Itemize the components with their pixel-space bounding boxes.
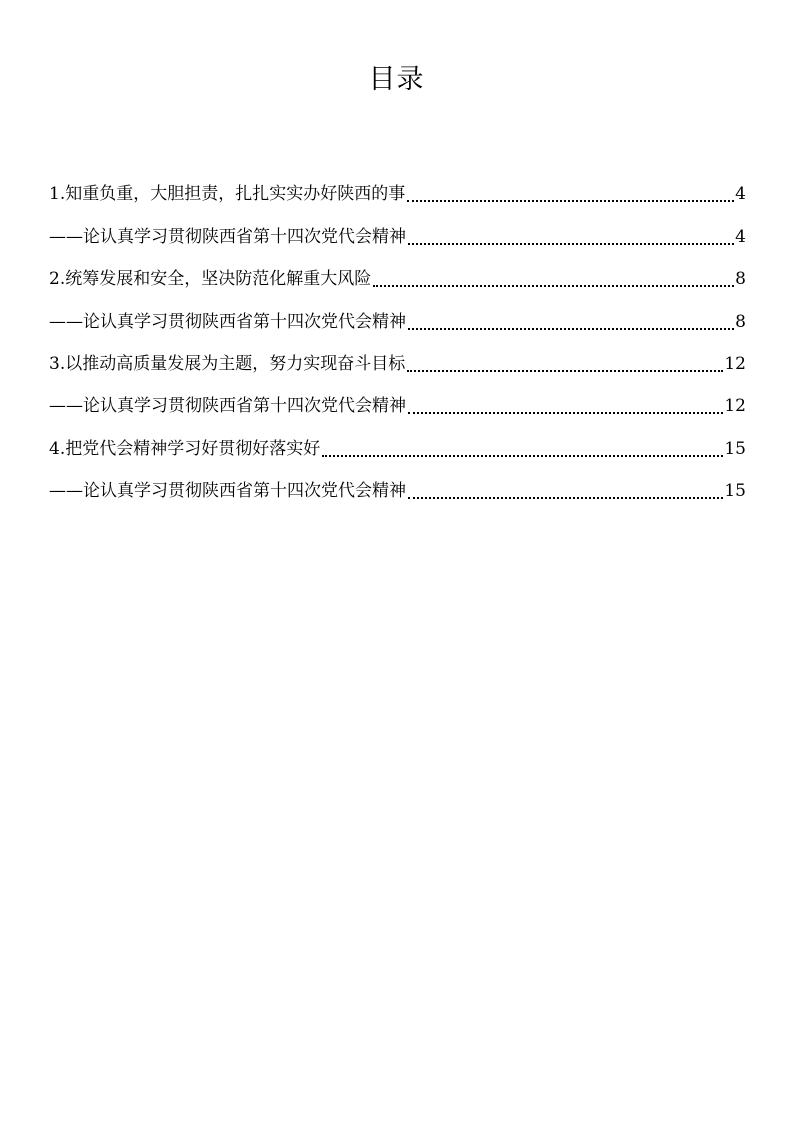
- dot-leader: [408, 328, 734, 330]
- dot-leader: [408, 412, 723, 414]
- toc-entry-title: ——论认真学习贯彻陕西省第十四次党代会精神: [49, 396, 406, 417]
- toc-entry[interactable]: [49, 470, 746, 512]
- dot-leader: [407, 370, 723, 372]
- toc-entry[interactable]: [49, 427, 746, 469]
- dot-leader: [408, 243, 734, 245]
- toc-entry[interactable]: [49, 385, 746, 427]
- toc-entry-title: ——论认真学习贯彻陕西省第十四次党代会精神: [49, 481, 406, 502]
- toc-entry-title: 1.知重负重，大胆担责，扎扎实实办好陕西的事: [49, 184, 406, 205]
- toc-entry-title: ——论认真学习贯彻陕西省第十四次党代会精神: [49, 226, 406, 247]
- toc-entry[interactable]: [49, 215, 746, 257]
- toc-page-number: 4: [735, 226, 746, 247]
- toc-page-number: 15: [724, 438, 746, 459]
- toc-page-number: 8: [735, 269, 746, 290]
- toc-page-number: 4: [735, 184, 746, 205]
- page-title: 目录: [368, 64, 425, 95]
- toc-page-number: 12: [724, 396, 746, 417]
- dot-leader: [408, 497, 723, 499]
- toc-entry-title: 4.把党代会精神学习好贯彻好落实好: [49, 438, 321, 459]
- toc-entry[interactable]: [49, 258, 746, 300]
- toc-page-number: 15: [724, 481, 746, 502]
- toc-entry[interactable]: [49, 173, 746, 215]
- toc-entry-title: ——论认真学习贯彻陕西省第十四次党代会精神: [49, 311, 406, 332]
- dot-leader: [373, 285, 734, 287]
- dot-leader: [322, 455, 723, 457]
- toc-entry[interactable]: [49, 343, 746, 385]
- dot-leader: [407, 200, 734, 202]
- toc-entry-title: 3.以推动高质量发展为主题，努力实现奋斗目标: [49, 353, 406, 374]
- toc-page-number: 12: [724, 353, 746, 374]
- table-of-contents: [49, 173, 746, 512]
- toc-entry-title: 2.统筹发展和安全，坚决防范化解重大风险: [49, 269, 372, 290]
- toc-entry[interactable]: [49, 300, 746, 342]
- toc-page-number: 8: [735, 311, 746, 332]
